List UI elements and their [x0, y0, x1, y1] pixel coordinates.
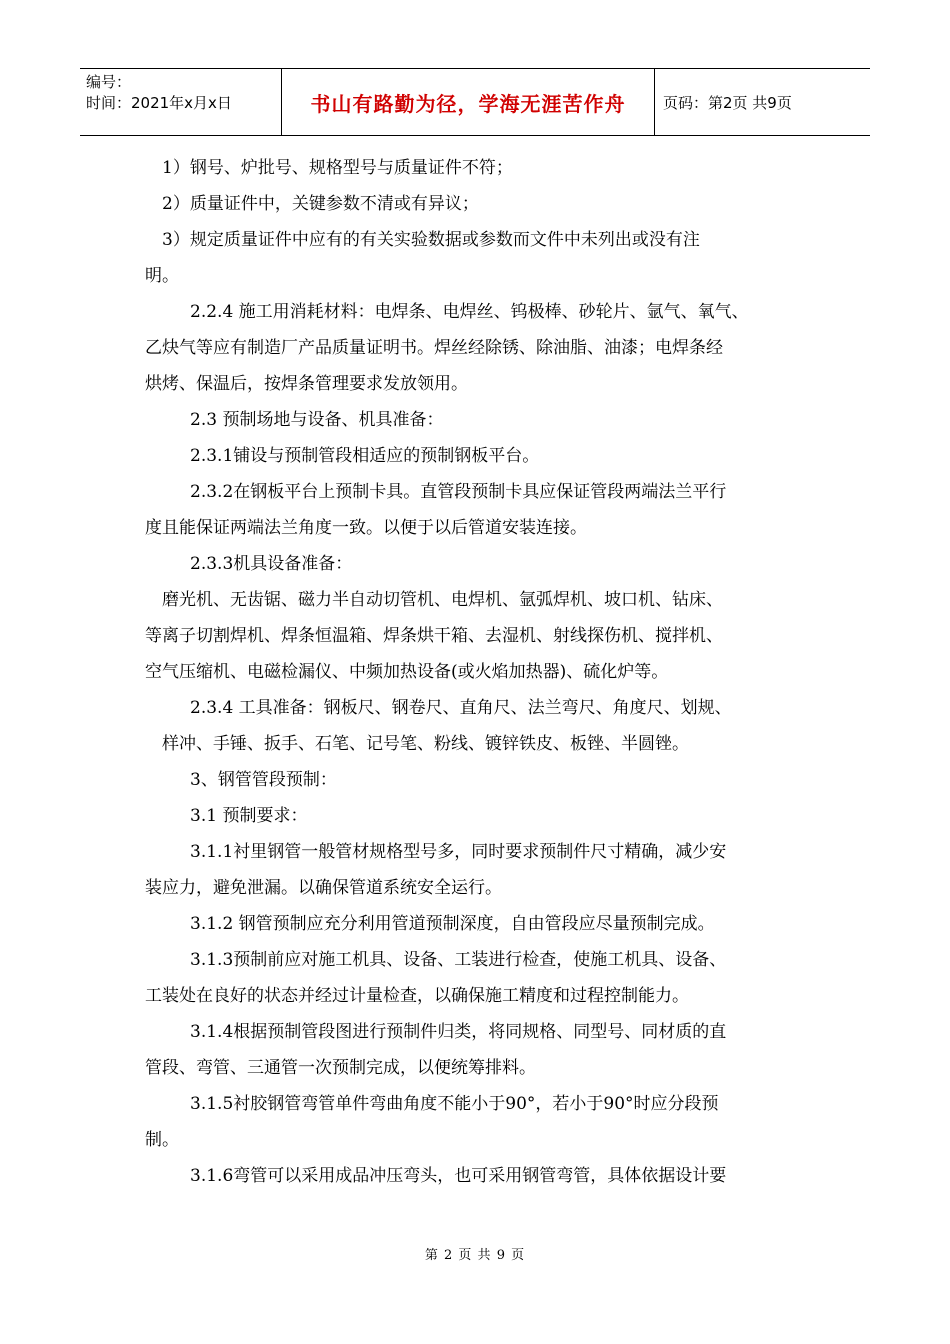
- header-motto: 书山有路勤为径，学海无涯苦作舟: [282, 69, 655, 135]
- paragraph: 3.1.4根据预制管段图进行预制件归类，将同规格、同型号、同材质的直: [190, 1022, 727, 1042]
- page-header: [80, 68, 870, 136]
- paragraph: 2.3.2在钢板平台上预制卡具。直管段预制卡具应保证管段两端法兰平行: [190, 482, 727, 502]
- paragraph: 2）质量证件中，关键参数不清或有异议；: [162, 194, 479, 214]
- paragraph: 3.1.2 钢管预制应充分利用管道预制深度，自由管段应尽量预制完成。: [190, 914, 715, 934]
- paragraph: 制。: [145, 1130, 179, 1150]
- paragraph: 乙炔气等应有制造厂产品质量证明书。焊丝经除锈、除油脂、油漆；电焊条经: [145, 338, 723, 358]
- document-body: [145, 150, 810, 1194]
- paragraph: 2.2.4 施工用消耗材料：电焊条、电焊丝、钨极棒、砂轮片、氩气、氧气、: [190, 302, 749, 322]
- paragraph: 3.1.3预制前应对施工机具、设备、工装进行检查，使施工机具、设备、: [190, 950, 727, 970]
- header-meta: [80, 69, 282, 135]
- paragraph: 3.1.5衬胶钢管弯管单件弯曲角度不能小于90°，若小于90°时应分段预: [190, 1094, 719, 1114]
- paragraph: 明。: [145, 266, 179, 286]
- paragraph: 3.1.6弯管可以采用成品冲压弯头，也可采用钢管弯管，具体依据设计要: [190, 1166, 727, 1186]
- paragraph: 空气压缩机、电磁检漏仪、中频加热设备(或火焰加热器)、硫化炉等。: [145, 662, 669, 682]
- paragraph: 度且能保证两端法兰角度一致。以便于以后管道安装连接。: [145, 518, 587, 538]
- paragraph: 3、钢管管段预制：: [190, 770, 337, 790]
- paragraph: 样冲、手锤、扳手、石笔、记号笔、粉线、镀锌铁皮、板锉、半圆锉。: [162, 734, 689, 754]
- paragraph: 管段、弯管、三通管一次预制完成，以便统筹排料。: [145, 1058, 536, 1078]
- date-label: 时间：2021年x月x日: [86, 94, 232, 112]
- paragraph: 烘烤、保温后，按焊条管理要求发放领用。: [145, 374, 468, 394]
- paragraph: 2.3.4 工具准备：钢板尺、钢卷尺、直角尺、法兰弯尺、角度尺、划规、: [190, 698, 732, 718]
- paragraph: 3.1 预制要求：: [190, 806, 308, 826]
- paragraph: 1）钢号、炉批号、规格型号与质量证件不符；: [162, 158, 513, 178]
- paragraph: 3）规定质量证件中应有的有关实验数据或参数而文件中未列出或没有注: [162, 230, 700, 250]
- paragraph: 装应力，避免泄漏。以确保管道系统安全运行。: [145, 878, 502, 898]
- paragraph: 2.3.1铺设与预制管段相适应的预制钢板平台。: [190, 446, 540, 466]
- paragraph: 2.3.3机具设备准备：: [190, 554, 353, 574]
- paragraph: 2.3 预制场地与设备、机具准备：: [190, 410, 444, 430]
- paragraph: 工装处在良好的状态并经过计量检查，以确保施工精度和过程控制能力。: [145, 986, 689, 1006]
- paragraph: 等离子切割焊机、焊条恒温箱、焊条烘干箱、去湿机、射线探伤机、搅拌机、: [145, 626, 723, 646]
- number-label: 编号：: [86, 73, 132, 91]
- paragraph: 磨光机、无齿锯、磁力半自动切管机、电焊机、氩弧焊机、坡口机、钻床、: [162, 590, 723, 610]
- page-footer: 第 2 页 共 9 页: [424, 1248, 526, 1263]
- paragraph: 3.1.1衬里钢管一般管材规格型号多，同时要求预制件尺寸精确，减少安: [190, 842, 727, 862]
- header-page-label: 页码：第2页 共9页: [663, 93, 792, 112]
